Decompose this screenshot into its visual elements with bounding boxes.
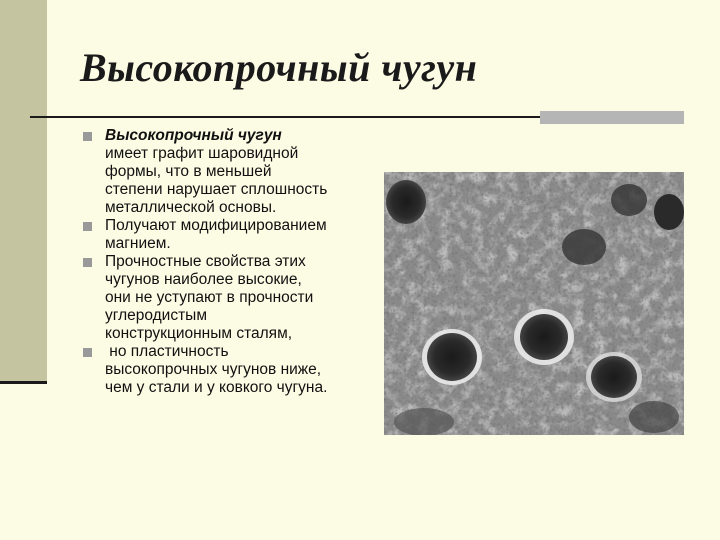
bullet-line: Прочностные свойства этих bbox=[105, 253, 306, 270]
bullet-line: формы, что в меньшей bbox=[105, 163, 272, 180]
bullet-line: чем у стали и у ковкого чугуна. bbox=[105, 379, 328, 396]
square-bullet-icon bbox=[83, 132, 92, 141]
bullet-line: высокопрочных чугунов ниже, bbox=[105, 361, 322, 378]
slide-title: Высокопрочный чугун bbox=[80, 45, 478, 90]
left-accent-bar bbox=[0, 0, 47, 383]
bullet-line: конструкционным сталям, bbox=[105, 325, 293, 342]
bullet-list bbox=[82, 127, 382, 397]
title-divider bbox=[30, 116, 540, 118]
square-bullet-icon bbox=[83, 222, 92, 231]
title-divider-accent bbox=[540, 111, 684, 124]
bullet-line: углеродистым bbox=[105, 307, 207, 324]
bullet-lead: Высокопрочный чугун bbox=[105, 127, 282, 144]
left-accent-underline bbox=[0, 381, 47, 384]
bullet-line: металлической основы. bbox=[105, 199, 277, 216]
bullet-item bbox=[82, 217, 382, 253]
bullet-item bbox=[82, 253, 382, 343]
bullet-line: степени нарушает сплошность bbox=[105, 181, 328, 198]
bullet-line: имеет графит шаровидной bbox=[105, 145, 299, 162]
bullet-line: но пластичность bbox=[105, 343, 229, 360]
bullet-item bbox=[82, 343, 382, 397]
bullet-line: они не уступают в прочности bbox=[105, 289, 314, 306]
bullet-line: магнием. bbox=[105, 235, 171, 252]
square-bullet-icon bbox=[83, 348, 92, 357]
bullet-line: чугунов наиболее высокие, bbox=[105, 271, 302, 288]
square-bullet-icon bbox=[83, 258, 92, 267]
bullet-line: Получают модифицированием bbox=[105, 217, 327, 234]
micrograph-image bbox=[384, 172, 684, 435]
bullet-item bbox=[82, 127, 382, 217]
